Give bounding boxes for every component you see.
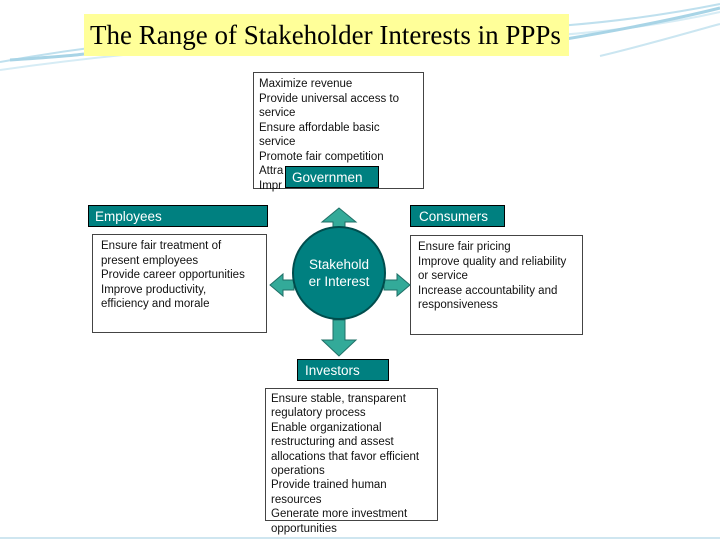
government-interest-item: Attra <box>259 165 284 177</box>
investors-interest-item: allocations that favor efficient <box>271 450 420 463</box>
employees-label: Employees <box>88 205 268 227</box>
investors-interest-item: Generate more investment <box>271 508 408 521</box>
consumers-interest-item: Increase accountability and <box>418 284 558 297</box>
investors-label: Investors <box>297 359 389 381</box>
government-interest-item: Ensure affordable basic <box>259 121 380 134</box>
government-interest-item: service <box>259 107 296 119</box>
investors-interest-item: resources <box>271 493 322 506</box>
consumers-interest-item: responsiveness <box>418 299 498 311</box>
center-label-line: Stakehold <box>308 257 370 272</box>
employees-interest-item: Provide career opportunities <box>101 269 245 281</box>
consumers-interest-item: or service <box>418 270 468 282</box>
consumers-label: Consumers <box>410 205 505 227</box>
arrow-down-icon <box>322 320 356 356</box>
stakeholder-interest-circle <box>292 226 386 320</box>
government-label: Governmen <box>285 166 379 188</box>
government-interest-item: Provide universal access to <box>259 92 399 105</box>
arrow-up-icon <box>322 208 356 228</box>
consumers-interest-item: Improve quality and reliability <box>418 255 567 268</box>
employees-interest-item: efficiency and morale <box>101 298 210 310</box>
investors-interest-item: Ensure stable, transparent <box>271 393 406 405</box>
government-interest-item: Maximize revenue <box>259 78 353 90</box>
employees-interest-item: Improve productivity, <box>101 283 207 296</box>
center-label-line: er Interest <box>308 274 370 289</box>
consumers-interest-item: Ensure fair pricing <box>418 241 511 253</box>
government-interest-item: service <box>259 136 296 148</box>
employees-interest-item: Ensure fair treatment of <box>101 240 222 252</box>
investors-interest-item: regulatory process <box>271 407 366 420</box>
arrow-left-icon <box>270 274 294 296</box>
investors-interest-item: operations <box>271 465 325 478</box>
arrow-right-icon <box>384 274 410 296</box>
employees-interest-item: present employees <box>101 254 199 267</box>
investors-interest-item: Provide trained human <box>271 479 387 492</box>
investors-interest-item: restructuring and assest <box>271 436 394 449</box>
government-interest-item: Impr <box>259 179 282 192</box>
investors-interest-item: Enable organizational <box>271 421 382 434</box>
investors-interest-item: opportunities <box>271 522 337 535</box>
page-title: The Range of Stakeholder Interests in PPPs <box>84 14 569 56</box>
government-interest-item: Promote fair competition <box>259 150 384 163</box>
